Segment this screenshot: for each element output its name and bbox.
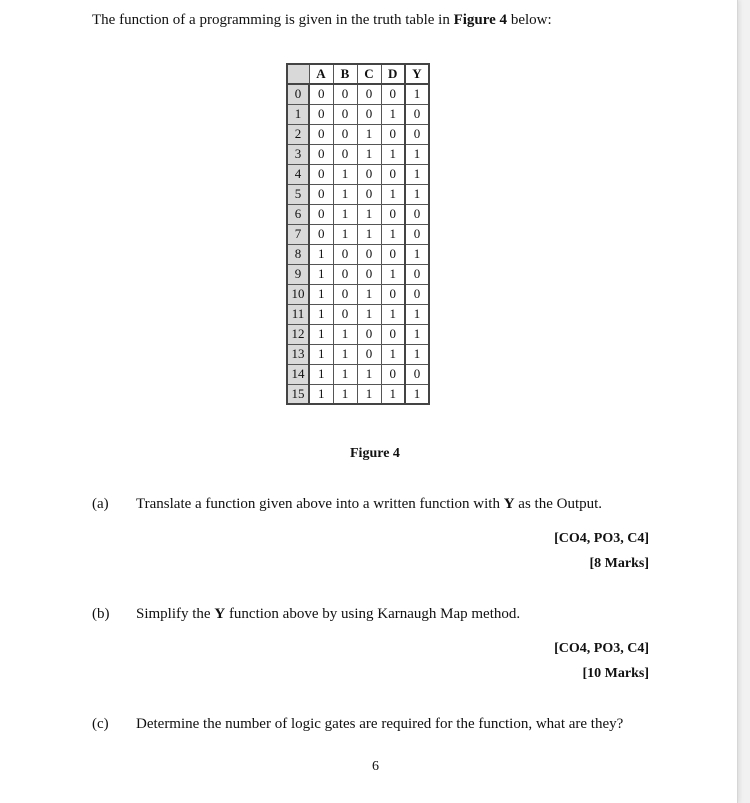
cell-y: 1 — [405, 184, 429, 204]
truth-table-row — [287, 204, 429, 224]
cell-b: 1 — [333, 224, 357, 244]
cell-index: 13 — [287, 344, 309, 364]
cell-d: 1 — [381, 384, 405, 404]
cell-a: 1 — [309, 284, 333, 304]
cell-c: 0 — [357, 344, 381, 364]
cell-d: 0 — [381, 124, 405, 144]
cell-a: 0 — [309, 104, 333, 124]
cell-index: 2 — [287, 124, 309, 144]
cell-c: 0 — [357, 324, 381, 344]
cell-d: 1 — [381, 184, 405, 204]
question-b-text-before: Simplify the — [136, 606, 215, 622]
cell-b: 1 — [333, 324, 357, 344]
cell-c: 0 — [357, 184, 381, 204]
header-b: B — [333, 64, 357, 84]
cell-a: 1 — [309, 304, 333, 324]
cell-b: 1 — [333, 184, 357, 204]
question-b-output-var: Y — [214, 606, 226, 622]
truth-table-row — [287, 224, 429, 244]
cell-a: 1 — [309, 264, 333, 284]
cell-a: 1 — [309, 384, 333, 404]
cell-y: 0 — [405, 124, 429, 144]
cell-index: 15 — [287, 384, 309, 404]
cell-y: 0 — [405, 104, 429, 124]
cell-b: 0 — [333, 144, 357, 164]
header-a: A — [309, 64, 333, 84]
cell-index: 7 — [287, 224, 309, 244]
cell-c: 1 — [357, 144, 381, 164]
question-b-codes: [CO4, PO3, C4] — [554, 641, 649, 656]
cell-index: 11 — [287, 304, 309, 324]
cell-d: 0 — [381, 244, 405, 264]
cell-b: 1 — [333, 164, 357, 184]
cell-a: 0 — [309, 124, 333, 144]
cell-b: 1 — [333, 364, 357, 384]
cell-a: 0 — [309, 164, 333, 184]
cell-c: 1 — [357, 224, 381, 244]
cell-y: 0 — [405, 364, 429, 384]
truth-table-row — [287, 364, 429, 384]
cell-c: 0 — [357, 264, 381, 284]
cell-d: 1 — [381, 304, 405, 324]
cell-y: 1 — [405, 324, 429, 344]
question-a-label: (a) — [92, 496, 109, 512]
cell-y: 0 — [405, 284, 429, 304]
cell-b: 0 — [333, 244, 357, 264]
cell-a: 0 — [309, 204, 333, 224]
truth-table-row — [287, 84, 429, 104]
truth-table-row — [287, 104, 429, 124]
cell-c: 1 — [357, 124, 381, 144]
cell-c: 0 — [357, 164, 381, 184]
question-a-output-var: Y — [503, 496, 515, 512]
cell-d: 0 — [381, 324, 405, 344]
cell-d: 1 — [381, 344, 405, 364]
cell-a: 0 — [309, 224, 333, 244]
truth-table-row — [287, 144, 429, 164]
cell-c: 1 — [357, 284, 381, 304]
cell-b: 0 — [333, 124, 357, 144]
intro-text-before: The function of a programming is given in the truth table in — [92, 12, 454, 28]
cell-b: 0 — [333, 264, 357, 284]
truth-table-row — [287, 344, 429, 364]
question-b-label: (b) — [92, 606, 110, 622]
cell-a: 1 — [309, 324, 333, 344]
cell-b: 1 — [333, 204, 357, 224]
cell-d: 1 — [381, 104, 405, 124]
cell-d: 0 — [381, 84, 405, 104]
cell-y: 0 — [405, 224, 429, 244]
question-b-text-after: function above by using Karnaugh Map method. — [225, 606, 521, 622]
cell-d: 1 — [381, 264, 405, 284]
cell-d: 1 — [381, 224, 405, 244]
truth-table-row — [287, 264, 429, 284]
question-b-marks: [10 Marks] — [582, 666, 649, 681]
truth-table-row — [287, 284, 429, 304]
cell-index: 10 — [287, 284, 309, 304]
cell-index: 12 — [287, 324, 309, 344]
figure-caption: Figure 4 — [350, 446, 400, 461]
truth-table-row — [287, 124, 429, 144]
truth-table — [286, 63, 430, 405]
cell-b: 0 — [333, 84, 357, 104]
cell-index: 8 — [287, 244, 309, 264]
header-c: C — [357, 64, 381, 84]
cell-a: 0 — [309, 144, 333, 164]
intro-text — [92, 12, 552, 29]
cell-index: 9 — [287, 264, 309, 284]
cell-c: 1 — [357, 364, 381, 384]
cell-y: 1 — [405, 344, 429, 364]
question-c-text: Determine the number of logic gates are required for the function, what are they? — [136, 716, 624, 732]
question-a-marks: [8 Marks] — [589, 556, 649, 571]
cell-index: 3 — [287, 144, 309, 164]
cell-index: 1 — [287, 104, 309, 124]
cell-y: 1 — [405, 164, 429, 184]
cell-a: 1 — [309, 364, 333, 384]
truth-table-row — [287, 244, 429, 264]
cell-y: 1 — [405, 244, 429, 264]
cell-index: 6 — [287, 204, 309, 224]
truth-table-row — [287, 324, 429, 344]
cell-d: 0 — [381, 204, 405, 224]
cell-a: 1 — [309, 244, 333, 264]
header-y: Y — [405, 64, 429, 84]
truth-table-row — [287, 304, 429, 324]
cell-b: 0 — [333, 104, 357, 124]
cell-b: 0 — [333, 304, 357, 324]
cell-y: 1 — [405, 144, 429, 164]
cell-d: 0 — [381, 164, 405, 184]
cell-d: 1 — [381, 144, 405, 164]
cell-a: 0 — [309, 84, 333, 104]
question-a-codes: [CO4, PO3, C4] — [554, 531, 649, 546]
question-c-label: (c) — [92, 716, 109, 732]
cell-c: 1 — [357, 204, 381, 224]
truth-table-corner — [287, 64, 309, 84]
cell-y: 0 — [405, 204, 429, 224]
question-a-text — [136, 496, 602, 513]
cell-c: 1 — [357, 304, 381, 324]
cell-c: 1 — [357, 384, 381, 404]
cell-index: 5 — [287, 184, 309, 204]
cell-index: 0 — [287, 84, 309, 104]
cell-b: 0 — [333, 284, 357, 304]
cell-b: 1 — [333, 384, 357, 404]
cell-d: 0 — [381, 364, 405, 384]
cell-y: 1 — [405, 84, 429, 104]
truth-table-row — [287, 164, 429, 184]
cell-c: 0 — [357, 84, 381, 104]
cell-index: 4 — [287, 164, 309, 184]
cell-c: 0 — [357, 104, 381, 124]
cell-a: 1 — [309, 344, 333, 364]
question-b-text — [136, 606, 520, 623]
cell-y: 1 — [405, 304, 429, 324]
question-a-text-before: Translate a function given above into a written function with — [136, 496, 504, 512]
truth-table-row — [287, 384, 429, 404]
cell-c: 0 — [357, 244, 381, 264]
cell-a: 0 — [309, 184, 333, 204]
truth-table-header-row — [287, 64, 429, 84]
intro-text-after: below: — [507, 12, 552, 28]
cell-index: 14 — [287, 364, 309, 384]
cell-y: 1 — [405, 384, 429, 404]
truth-table-row — [287, 184, 429, 204]
page-number: 6 — [372, 759, 379, 774]
header-d: D — [381, 64, 405, 84]
intro-figure-ref: Figure 4 — [453, 12, 508, 28]
question-a-text-after: as the Output. — [514, 496, 603, 512]
cell-y: 0 — [405, 264, 429, 284]
cell-d: 0 — [381, 284, 405, 304]
cell-b: 1 — [333, 344, 357, 364]
